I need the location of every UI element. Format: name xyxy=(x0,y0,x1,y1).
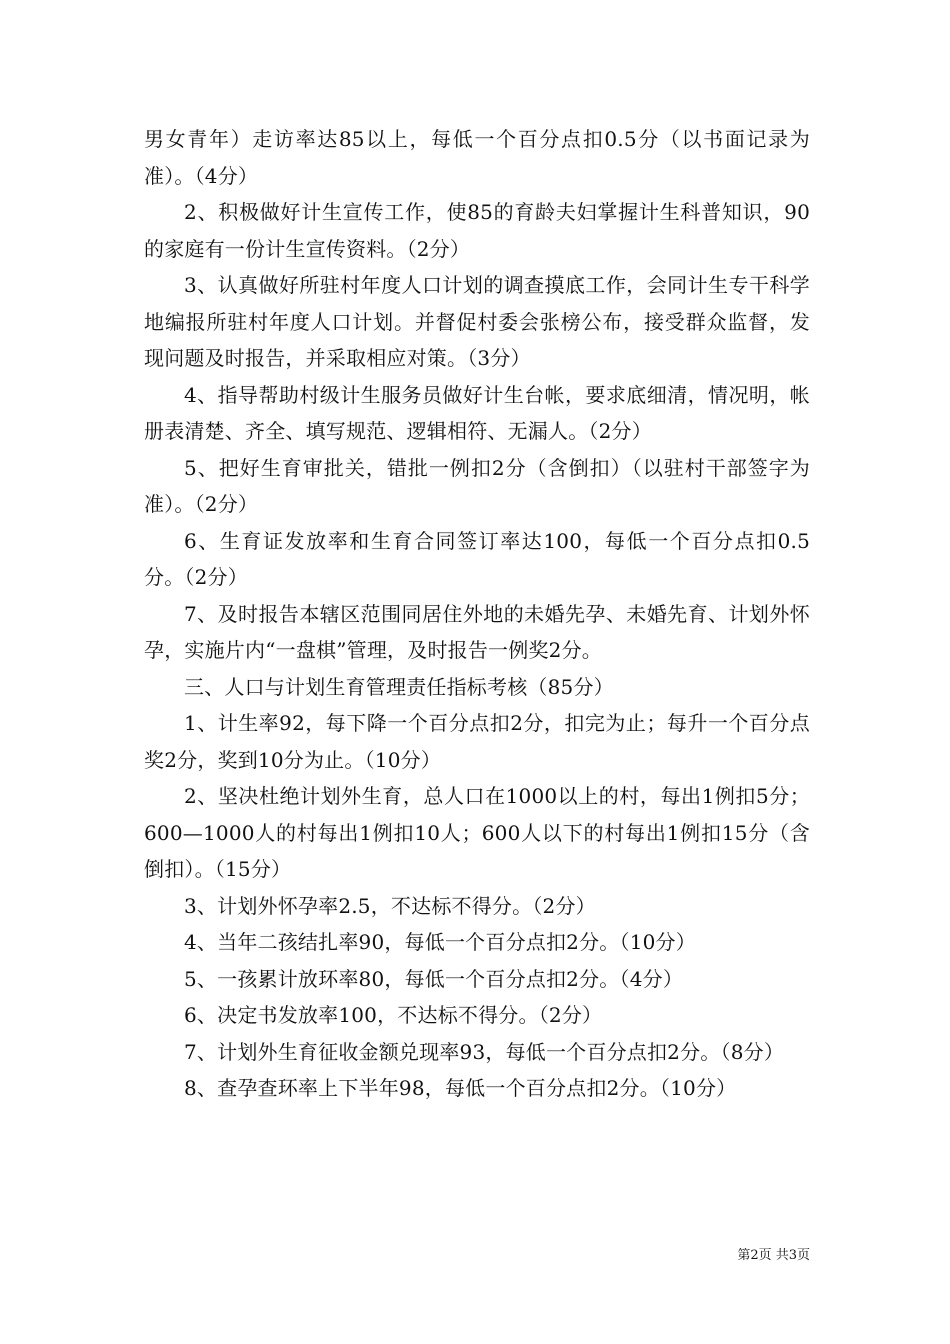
page-number-footer: 第2页 共3页 xyxy=(737,1248,810,1263)
document-body xyxy=(144,121,810,1107)
paragraph-11: 3、计划外怀孕率2.5，不达标不得分。（2分） xyxy=(184,893,596,918)
paragraph-7: 7、及时报告本辖区范围同居住外地的未婚先孕、未婚先育、计划外怀孕，实施片内“一盘棋”管理，及时报告一例奖2分。 xyxy=(144,601,810,662)
section-heading: 三、人口与计划生育管理责任指标考核（85分） xyxy=(184,674,614,699)
paragraph-12: 4、当年二孩结扎率90，每低一个百分点扣2分。（10分） xyxy=(184,930,696,954)
paragraph-2: 2、积极做好计生宣传工作，使85的育龄夫妇掌握计生科普知识，90的家庭有一份计生宣传资料。（2分） xyxy=(144,200,810,261)
paragraph-10: 2、坚决杜绝计划外生育，总人口在1000以上的村，每出1例扣5分；600—1000人的村每出1例扣10人；600人以下的村每出1例扣15分（含倒扣）。（15分） xyxy=(144,784,810,881)
paragraph-9: 1、计生率92，每下降一个百分点扣2分，扣完为止；每升一个百分点奖2分，奖到10分为止。（10分） xyxy=(144,711,810,772)
paragraph-15: 7、计划外生育征收金额兑现率93，每低一个百分点扣2分。（8分） xyxy=(184,1039,785,1064)
paragraph-3: 3、认真做好所驻村年度人口计划的调查摸底工作，会同计生专干科学地编报所驻村年度人口计划。并督促村委会张榜公布，接受群众监督，发现问题及时报告，并采取相应对策。（3分） xyxy=(144,273,810,370)
paragraph-5: 5、把好生育审批关，错批一例扣2分（含倒扣）（以驻村干部签字为准）。（2分） xyxy=(144,455,810,516)
paragraph-13: 5、一孩累计放环率80，每低一个百分点扣2分。（4分） xyxy=(184,966,684,991)
paragraph-4: 4、指导帮助村级计生服务员做好计生台帐，要求底细清，情况明，帐册表清楚、齐全、填写规范、逻辑相符、无漏人。（2分） xyxy=(144,382,810,443)
paragraph-14: 6、决定书发放率100，不达标不得分。（2分） xyxy=(184,1003,603,1027)
paragraph-16: 8、查孕查环率上下半年98，每低一个百分点扣2分。（10分） xyxy=(184,1076,737,1100)
paragraph-1: 男女青年）走访率达85以上，每低一个百分点扣0.5分（以书面记录为准）。（4分） xyxy=(144,127,810,188)
paragraph-6: 6、生育证发放率和生育合同签订率达100，每低一个百分点扣0.5分。（2分） xyxy=(144,528,810,589)
